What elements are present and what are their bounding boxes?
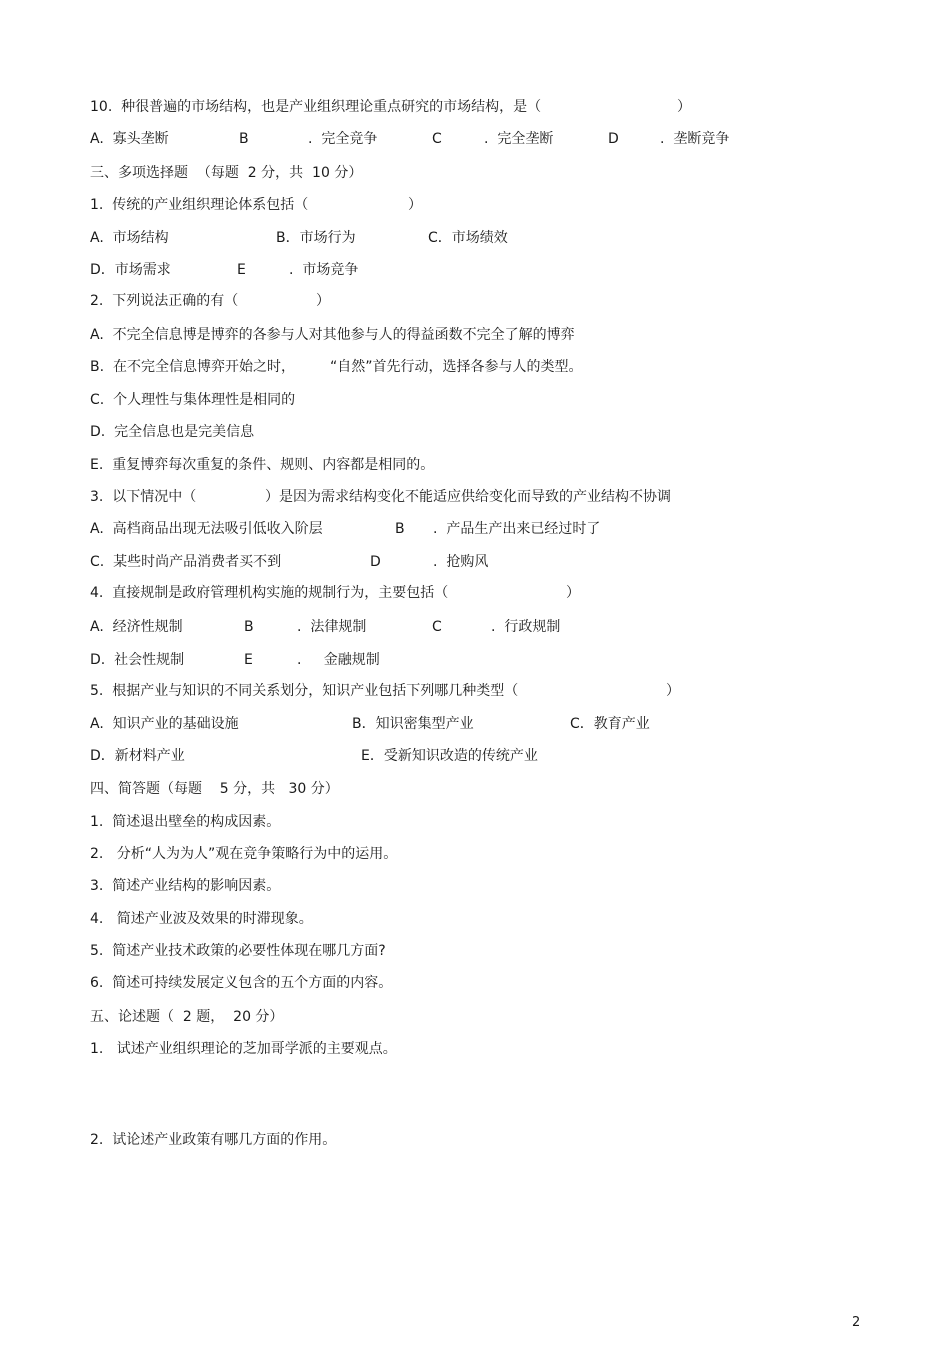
text-segment: C．市场绩效 <box>428 230 508 246</box>
text-segment: B <box>244 619 254 635</box>
text-segment: E．受新知识改造的传统产业 <box>361 748 538 764</box>
text-segment: C. 某些时尚产品消费者买不到 <box>90 554 282 570</box>
text-segment: C．教育产业 <box>570 716 650 732</box>
text-segment: 4. 简述产业波及效果的时滞现象。 <box>90 911 313 927</box>
text-segment: ） <box>408 197 422 213</box>
text-segment: . 完全垄断 <box>484 131 554 147</box>
text-segment: A. 高档商品出现无法吸引低收入阶层 <box>90 521 323 537</box>
text-segment: B <box>395 521 405 537</box>
text-segment: . 垄断竞争 <box>660 131 730 147</box>
text-segment: . 抢购风 <box>433 554 489 570</box>
text-segment: B．市场行为 <box>276 230 356 246</box>
text-segment: ） <box>677 99 691 115</box>
text-segment: A. 知识产业的基础设施 <box>90 716 239 732</box>
text-segment: 3. 以下情况中（ <box>90 489 197 505</box>
text-segment: D．市场需求 <box>90 262 171 278</box>
text-segment: 6. 简述可持续发展定义包含的五个方面的内容。 <box>90 975 393 991</box>
text-segment: ） <box>566 585 580 601</box>
text-segment: 2. 分析“人为为人”观在竞争策略行为中的运用。 <box>90 846 398 862</box>
text-segment: 2. 试论述产业政策有哪几方面的作用。 <box>90 1132 337 1148</box>
text-segment: . 市场竞争 <box>289 262 359 278</box>
text-segment: B．知识密集型产业 <box>352 716 474 732</box>
text-segment: 5. 根据产业与知识的不同关系划分，知识产业包括下列哪几种类型（ <box>90 683 519 699</box>
text-segment: B <box>239 131 249 147</box>
text-segment: E <box>237 262 246 278</box>
text-segment: A. 寡头垄断 <box>90 131 169 147</box>
text-segment: . 产品生产出来已经过时了 <box>433 521 601 537</box>
text-segment: 1. 简述退出壁垒的构成因素。 <box>90 814 281 830</box>
text-segment: 10. 种很普遍的市场结构，也是产业组织理论重点研究的市场结构，是（ <box>90 99 542 115</box>
text-segment: . 金融规制 <box>297 652 380 668</box>
text-segment: 1. 传统的产业组织理论体系包括（ <box>90 197 309 213</box>
text-segment: . 行政规制 <box>491 619 561 635</box>
text-segment: E <box>244 652 253 668</box>
text-segment: D. 完全信息也是完美信息 <box>90 424 255 440</box>
text-segment: 1. 试述产业组织理论的芝加哥学派的主要观点。 <box>90 1041 397 1057</box>
text-segment: 四、简答题（每题 5 分，共 30 分） <box>90 781 339 797</box>
text-segment: 4. 直接规制是政府管理机构实施的规制行为，主要包括（ <box>90 585 449 601</box>
text-segment: A. 经济性规制 <box>90 619 183 635</box>
text-segment: ）是因为需求结构变化不能适应供给变化而导致的产业结构不协调 <box>265 489 671 505</box>
text-segment: C <box>432 619 442 635</box>
text-segment: D <box>608 131 619 147</box>
text-segment: . 法律规制 <box>297 619 367 635</box>
text-segment: D. 社会性规制 <box>90 652 185 668</box>
text-segment: 5. 简述产业技术政策的必要性体现在哪几方面? <box>90 943 386 959</box>
text-segment: D．新材料产业 <box>90 748 185 764</box>
text-segment: 3. 简述产业结构的影响因素。 <box>90 878 281 894</box>
text-segment: A. 市场结构 <box>90 230 169 246</box>
text-segment: ） <box>666 683 680 699</box>
text-segment: C <box>432 131 442 147</box>
text-segment: B. 在不完全信息博弈开始之时， <box>90 359 295 375</box>
text-segment: A. 不完全信息博是博弈的各参与人对其他参与人的得益函数不完全了解的博弈 <box>90 327 575 343</box>
text-segment: “自然”首先行动，选择各参与人的类型。 <box>330 359 583 375</box>
text-segment: D <box>370 554 381 570</box>
text-segment: C. 个人理性与集体理性是相同的 <box>90 392 296 408</box>
text-segment: . 完全竞争 <box>308 131 378 147</box>
text-segment: ） <box>316 293 330 309</box>
text-segment: E. 重复博弈每次重复的条件、规则、内容都是相同的。 <box>90 457 435 473</box>
page-number: 2 <box>852 1315 861 1330</box>
text-segment: 五、论述题（ 2 题， 20 分） <box>90 1009 284 1025</box>
text-segment: 三、多项选择题 （每题 2 分，共 10 分） <box>90 165 363 181</box>
text-segment: 2. 下列说法正确的有（ <box>90 293 239 309</box>
